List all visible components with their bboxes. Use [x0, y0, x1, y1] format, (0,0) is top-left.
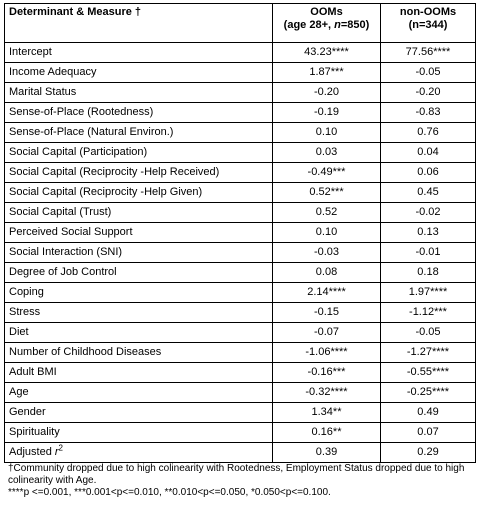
header-ooms-title: OOMs: [310, 6, 343, 18]
measure-cell: Coping: [5, 283, 273, 303]
non-ooms-value: 0.13: [381, 223, 476, 243]
measure-cell: Intercept: [5, 43, 273, 63]
table-body: [5, 43, 476, 463]
measure-cell: Stress: [5, 303, 273, 323]
non-ooms-value: 0.18: [381, 263, 476, 283]
ooms-value: -0.20: [273, 83, 381, 103]
footnote-significance: ****p <=0.001, ***0.001<p<=0.010, **0.010<p<=0.050, *0.050<p<=0.100.: [8, 487, 331, 498]
non-ooms-value: -0.05: [381, 63, 476, 83]
footnote-dagger: †Community dropped due to high colinearity with Rootedness, Employment Status dropped due to high colinearity with Age.: [8, 463, 465, 486]
header-ooms-subtitle: [277, 19, 376, 32]
table-row: [5, 183, 476, 203]
table-notes: [8, 463, 474, 499]
ooms-value: 2.14****: [273, 283, 381, 303]
non-ooms-value: -0.01: [381, 243, 476, 263]
non-ooms-value: 77.56****: [381, 43, 476, 63]
non-ooms-value: -0.02: [381, 203, 476, 223]
table-row: [5, 363, 476, 383]
measure-cell: Diet: [5, 323, 273, 343]
header-measure-label: Determinant & Measure †: [9, 6, 142, 18]
non-ooms-value: 0.49: [381, 403, 476, 423]
non-ooms-value: 0.76: [381, 123, 476, 143]
table-row: [5, 43, 476, 63]
table-row: [5, 303, 476, 323]
non-ooms-value: 0.45: [381, 183, 476, 203]
non-ooms-value: -1.27****: [381, 343, 476, 363]
ooms-value: 43.23****: [273, 43, 381, 63]
measure-cell: Number of Childhood Diseases: [5, 343, 273, 363]
adjusted-r2-sup: 2: [58, 443, 63, 453]
measure-cell: Perceived Social Support: [5, 223, 273, 243]
non-ooms-adjusted-r2: 0.29: [381, 443, 476, 463]
table-row: [5, 243, 476, 263]
ooms-value: -0.07: [273, 323, 381, 343]
header-non-ooms: [381, 4, 476, 43]
adjusted-r2-r: r: [54, 446, 59, 458]
measure-cell: Spirituality: [5, 423, 273, 443]
measure-cell: Income Adequacy: [5, 63, 273, 83]
table-row: [5, 83, 476, 103]
ooms-value: -0.03: [273, 243, 381, 263]
non-ooms-value: -0.25****: [381, 383, 476, 403]
measure-cell: Marital Status: [5, 83, 273, 103]
ooms-value: -1.06****: [273, 343, 381, 363]
ooms-value: 0.52: [273, 203, 381, 223]
non-ooms-value: 1.97****: [381, 283, 476, 303]
table-row: [5, 323, 476, 343]
header-ooms-sub-n: n: [334, 19, 341, 31]
measure-cell: Social Capital (Participation): [5, 143, 273, 163]
non-ooms-value: 0.07: [381, 423, 476, 443]
measure-cell: Social Capital (Trust): [5, 203, 273, 223]
non-ooms-value: -0.55****: [381, 363, 476, 383]
ooms-value: 1.87***: [273, 63, 381, 83]
non-ooms-value: -0.05: [381, 323, 476, 343]
non-ooms-value: 0.04: [381, 143, 476, 163]
non-ooms-value: 0.06: [381, 163, 476, 183]
ooms-value: -0.15: [273, 303, 381, 323]
table-row: [5, 163, 476, 183]
header-ooms-sub-suffix: =850): [340, 19, 370, 31]
table-row: [5, 203, 476, 223]
measure-cell: Sense-of-Place (Natural Environ.): [5, 123, 273, 143]
ooms-value: 0.16**: [273, 423, 381, 443]
non-ooms-value: -0.83: [381, 103, 476, 123]
table-row: [5, 423, 476, 443]
table-row: [5, 63, 476, 83]
table-row: [5, 143, 476, 163]
measure-cell: Gender: [5, 403, 273, 423]
ooms-value: -0.49***: [273, 163, 381, 183]
measure-cell: Sense-of-Place (Rootedness): [5, 103, 273, 123]
measure-cell: Social Capital (Reciprocity -Help Given): [5, 183, 273, 203]
table-row: [5, 103, 476, 123]
ooms-value: 0.52***: [273, 183, 381, 203]
ooms-value: -0.32****: [273, 383, 381, 403]
table-header-row: [5, 4, 476, 43]
ooms-value: 0.08: [273, 263, 381, 283]
adjusted-r2-row: [5, 443, 476, 463]
ooms-value: -0.16***: [273, 363, 381, 383]
ooms-value: 0.03: [273, 143, 381, 163]
header-measure: [5, 4, 273, 43]
measure-cell: Social Capital (Reciprocity -Help Received): [5, 163, 273, 183]
ooms-value: 1.34**: [273, 403, 381, 423]
header-ooms-sub-prefix: (age 28+,: [283, 19, 335, 31]
table-row: [5, 223, 476, 243]
adjusted-r2-prefix: Adjusted: [9, 446, 55, 458]
table-row: [5, 283, 476, 303]
table-row: [5, 343, 476, 363]
measure-cell: Degree of Job Control: [5, 263, 273, 283]
ooms-value: 0.10: [273, 223, 381, 243]
measure-cell: Social Interaction (SNI): [5, 243, 273, 263]
measure-cell: Age: [5, 383, 273, 403]
adjusted-r2-label: [5, 443, 273, 463]
table-row: [5, 263, 476, 283]
non-ooms-value: -1.12***: [381, 303, 476, 323]
measure-cell: Adult BMI: [5, 363, 273, 383]
header-ooms: [273, 4, 381, 43]
table-row: [5, 123, 476, 143]
header-non-subtitle: (n=344): [408, 19, 448, 31]
ooms-adjusted-r2: 0.39: [273, 443, 381, 463]
ooms-value: -0.19: [273, 103, 381, 123]
header-non-title: non-OOMs: [399, 6, 457, 18]
regression-table: [4, 3, 476, 463]
table-row: [5, 383, 476, 403]
ooms-value: 0.10: [273, 123, 381, 143]
table-row: [5, 403, 476, 423]
non-ooms-value: -0.20: [381, 83, 476, 103]
